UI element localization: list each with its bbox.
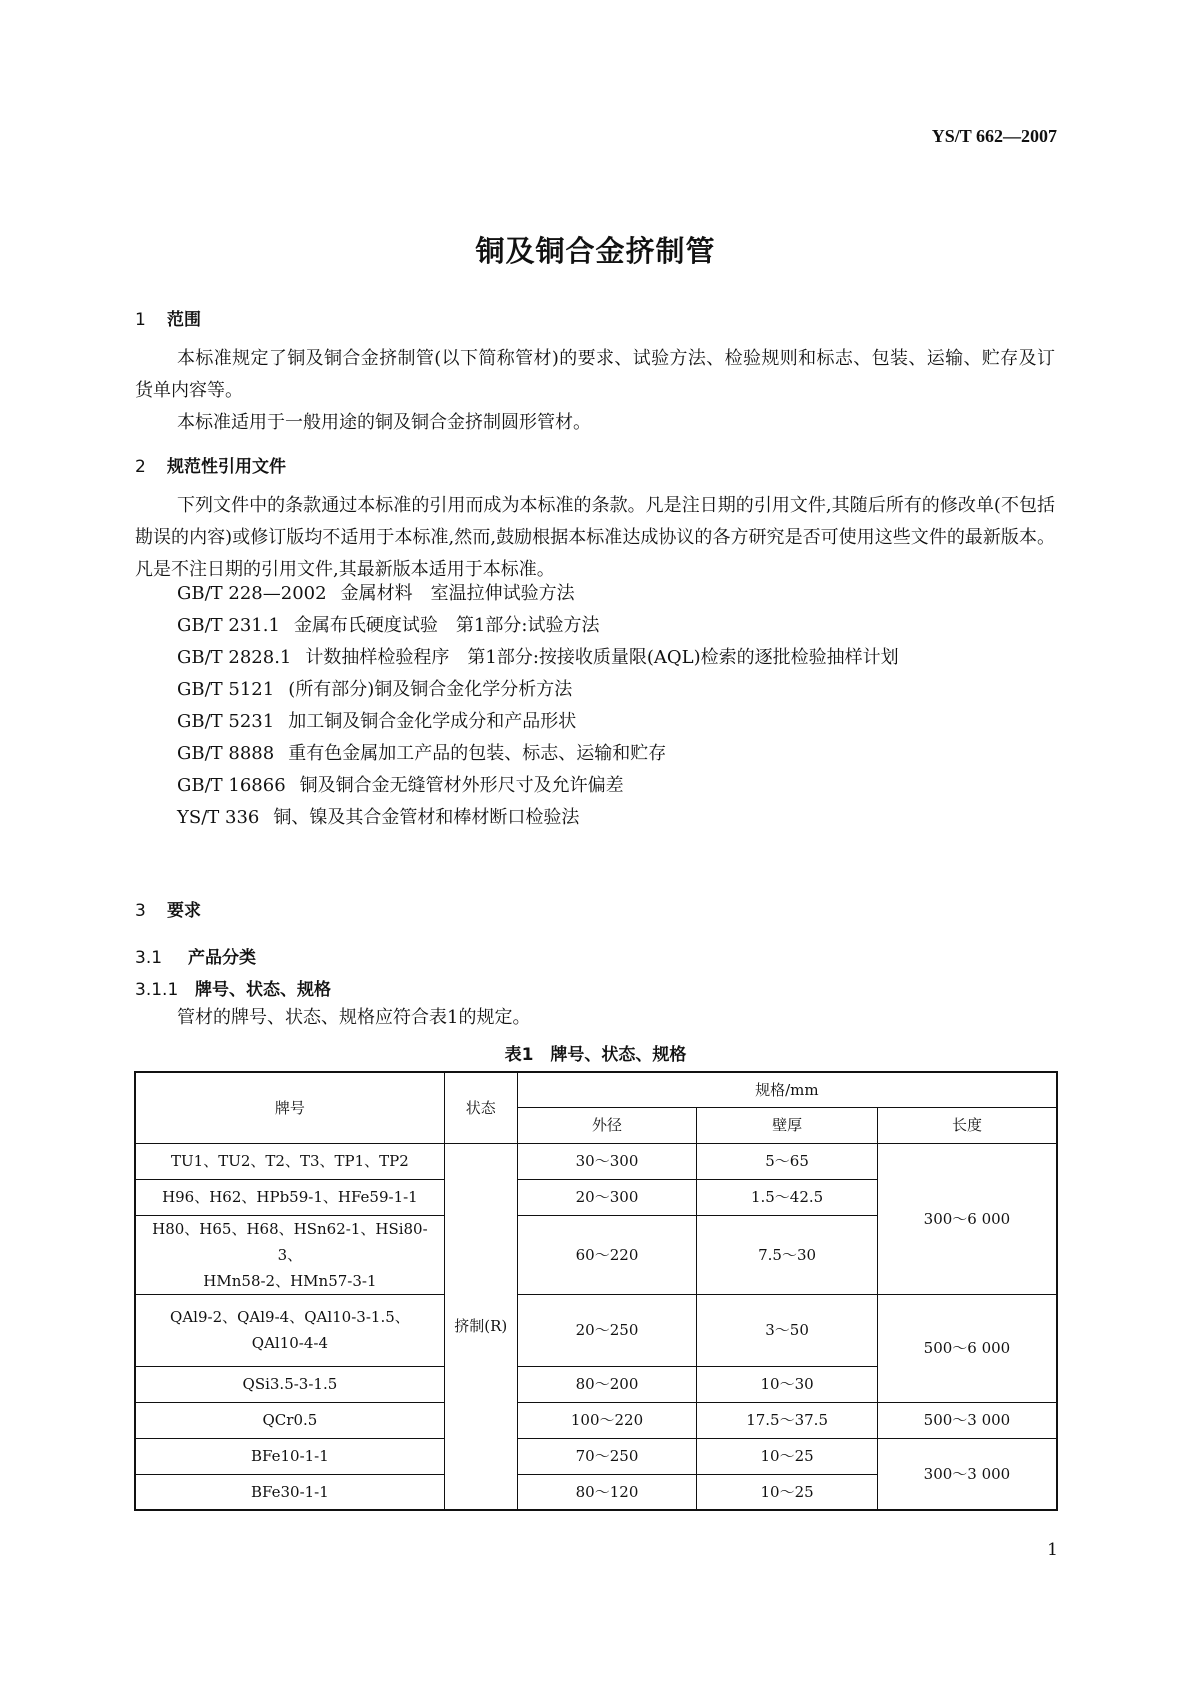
reference-item — [177, 674, 899, 706]
section-number: 3 — [135, 901, 146, 921]
section-3-heading — [135, 896, 201, 921]
reference-item — [177, 642, 899, 674]
reference-title: 金属材料 室温拉伸试验方法 — [340, 583, 575, 604]
cell-grade: BFe30-1-1 — [135, 1474, 444, 1510]
cell-outer-diameter: 20～250 — [517, 1294, 697, 1366]
cell-wall-thickness: 5～65 — [697, 1143, 878, 1179]
cell-outer-diameter: 30～300 — [517, 1143, 697, 1179]
cell-length: 300～6 000 — [877, 1143, 1057, 1294]
page-number: 1 — [1047, 1540, 1058, 1560]
reference-code: GB/T 5231 — [177, 711, 275, 732]
section-title: 要求 — [167, 901, 201, 921]
table-row — [135, 1438, 1057, 1474]
table-caption: 表1 牌号、状态、规格 — [504, 1045, 687, 1065]
header-outer-diameter: 外径 — [517, 1107, 697, 1143]
grade-line: HMn58-2、HMn57-3-1 — [203, 1271, 377, 1290]
section-number: 3.1 — [135, 948, 163, 968]
section-number: 3.1.1 — [135, 980, 179, 1000]
table-row — [135, 1402, 1057, 1438]
section-3-body — [135, 1002, 1055, 1034]
section-title: 产品分类 — [188, 948, 256, 968]
section-title: 规范性引用文件 — [167, 457, 286, 477]
cell-wall-thickness: 10～30 — [697, 1366, 878, 1402]
section-2-heading — [135, 452, 286, 477]
normative-references — [177, 578, 899, 834]
cell-outer-diameter: 20～300 — [517, 1179, 697, 1215]
reference-code: YS/T 336 — [177, 807, 260, 828]
reference-code: GB/T 231.1 — [177, 615, 280, 636]
header-state: 状态 — [444, 1072, 517, 1143]
grade-line: QAl9-2、QAl9-4、QAl10-3-1.5、 — [170, 1308, 410, 1326]
reference-title: 重有色金属加工产品的包装、标志、运输和贮存 — [288, 743, 667, 764]
section-1-heading — [135, 305, 201, 330]
paragraph: 管材的牌号、状态、规格应符合表1的规定。 — [177, 1007, 531, 1028]
cell-wall-thickness: 3～50 — [697, 1294, 878, 1366]
reference-title: 铜、镍及其合金管材和棒材断口检验法 — [273, 807, 580, 828]
section-2-body — [135, 490, 1055, 586]
section-title: 范围 — [167, 310, 201, 330]
reference-title: 加工铜及铜合金化学成分和产品形状 — [288, 711, 577, 732]
reference-code: GB/T 2828.1 — [177, 647, 292, 668]
standard-code: YS/T 662—2007 — [931, 126, 1057, 146]
cell-outer-diameter: 80～120 — [517, 1474, 697, 1510]
reference-code: GB/T 228—2002 — [177, 583, 327, 604]
subsection-3-1-1-heading — [135, 975, 331, 1000]
cell-grade — [135, 1215, 444, 1294]
reference-code: GB/T 5121 — [177, 679, 275, 700]
cell-grade: QCr0.5 — [135, 1402, 444, 1438]
cell-outer-diameter: 60～220 — [517, 1215, 697, 1294]
document-title: 铜及铜合金挤制管 — [475, 234, 716, 268]
cell-wall-thickness: 1.5～42.5 — [697, 1179, 878, 1215]
cell-wall-thickness: 7.5～30 — [697, 1215, 878, 1294]
cell-wall-thickness: 17.5～37.5 — [697, 1402, 878, 1438]
grade-line: QAl10-4-4 — [251, 1334, 329, 1352]
cell-state: 挤制(R) — [444, 1143, 517, 1510]
reference-code: GB/T 16866 — [177, 775, 286, 796]
reference-title: 铜及铜合金无缝管材外形尺寸及允许偏差 — [299, 775, 624, 796]
cell-grade: BFe10-1-1 — [135, 1438, 444, 1474]
table-row — [135, 1143, 1057, 1179]
reference-item — [177, 770, 899, 802]
cell-wall-thickness: 10～25 — [697, 1474, 878, 1510]
spec-table — [134, 1071, 1058, 1511]
cell-outer-diameter: 70～250 — [517, 1438, 697, 1474]
cell-grade: QSi3.5-3-1.5 — [135, 1366, 444, 1402]
reference-title: 金属布氏硬度试验 第1部分:试验方法 — [293, 615, 600, 636]
paragraph: 本标准适用于一般用途的铜及铜合金挤制圆形管材。 — [177, 412, 591, 433]
table-header-row — [135, 1072, 1057, 1107]
header-wall-thickness: 壁厚 — [697, 1107, 878, 1143]
section-number: 1 — [135, 310, 146, 330]
cell-length: 500～3 000 — [877, 1402, 1057, 1438]
header-grade: 牌号 — [135, 1072, 444, 1143]
cell-wall-thickness: 10～25 — [697, 1438, 878, 1474]
paragraph: 下列文件中的条款通过本标准的引用而成为本标准的条款。凡是注日期的引用文件,其随后所有的修改单(不包括勘误的内容)或修订版均不适用于本标准,然而,鼓励根据本标准达成协议的各方研究是否可使用这些文件的最新版本。凡是不注日期的引用文件,其最新版本适用于本标准。 — [135, 495, 1055, 580]
header-spec: 规格/mm — [517, 1072, 1057, 1107]
cell-grade — [135, 1294, 444, 1366]
reference-item — [177, 706, 899, 738]
reference-code: GB/T 8888 — [177, 743, 275, 764]
reference-item — [177, 610, 899, 642]
cell-outer-diameter: 80～200 — [517, 1366, 697, 1402]
cell-grade: TU1、TU2、T2、T3、TP1、TP2 — [135, 1143, 444, 1179]
header-length: 长度 — [877, 1107, 1057, 1143]
paragraph: 本标准规定了铜及铜合金挤制管(以下简称管材)的要求、试验方法、检验规则和标志、包装、运输、贮存及订货单内容等。 — [135, 348, 1055, 401]
reference-title: 计数抽样检验程序 第1部分:按接收质量限(AQL)检索的逐批检验抽样计划 — [305, 647, 899, 668]
section-number: 2 — [135, 457, 146, 477]
cell-grade: H96、H62、HPb59-1、HFe59-1-1 — [135, 1179, 444, 1215]
cell-outer-diameter: 100～220 — [517, 1402, 697, 1438]
reference-item — [177, 738, 899, 770]
cell-length: 300～3 000 — [877, 1438, 1057, 1510]
grade-line: H80、H65、H68、HSn62-1、HSi80-3、 — [152, 1219, 428, 1264]
section-1-body — [135, 343, 1055, 439]
subsection-3-1-heading — [135, 943, 256, 968]
cell-length: 500～6 000 — [877, 1294, 1057, 1402]
section-title: 牌号、状态、规格 — [195, 980, 331, 1000]
reference-item — [177, 578, 899, 610]
reference-item — [177, 802, 899, 834]
table-row — [135, 1294, 1057, 1366]
reference-title: (所有部分)铜及铜合金化学分析方法 — [288, 679, 573, 700]
